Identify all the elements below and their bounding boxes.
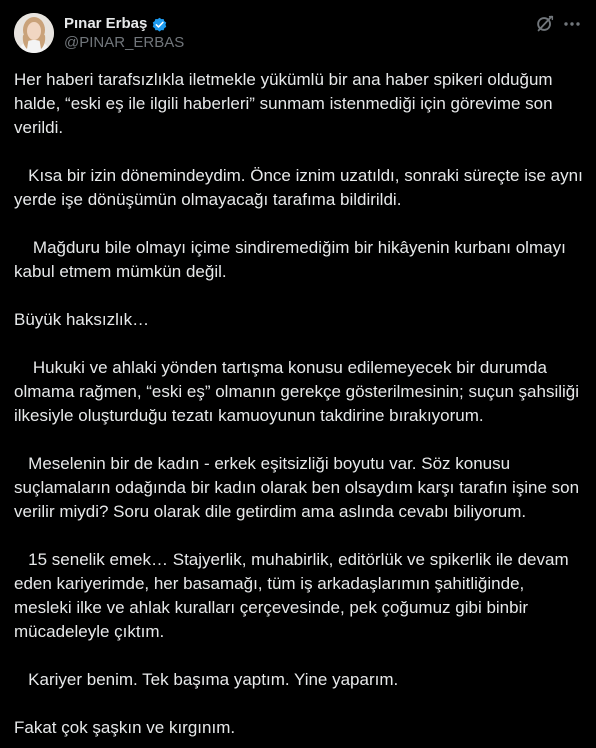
tweet-paragraph: Her haberi tarafsızlıkla iletmekle yükümlü bir ana haber spikeri olduğum halde, “eski eş ile ilgili haberleri” sunmam istenmediği için görevime son verildi.: [14, 70, 558, 137]
author-name-row: [64, 14, 168, 34]
tweet-paragraph: Kariyer benim. Tek başıma yaptım. Yine yaparım.: [14, 670, 399, 689]
tweet-paragraph: Büyük haksızlık…: [14, 310, 150, 329]
tweet-paragraph: Hukuki ve ahlaki yönden tartışma konusu edilemeyecek bir durumda olmama rağmen, “eski eş” olmanın gerekçe gösterilmesinin; suçun şahsiliği ilkesiyle oluşturduğu tezatı kamuoyunun takdirine bırakıyorum.: [14, 358, 584, 425]
tweet-header: [0, 0, 596, 62]
tweet-paragraph: 15 senelik emek… Stajyerlik, muhabirlik, editörlük ve spikerlik ile devam eden kariyerimde, her basamağı, tüm iş arkadaşlarımın şahitliğinde, mesleki ilke ve ahlak kuralları çerçevesinde, pek çoğumuz gibi binbir mücadeleyle çıktım.: [14, 550, 574, 641]
tweet-paragraph: Meselenin bir de kadın - erkek eşitsizliği boyutu var. Söz konusu suçlamaların odağında bir kadın olarak ben olsaydım karşı tarafın işine son verilir miydi? Soru olarak dile getirdim ama aslında cevabı biliyorum.: [14, 454, 584, 521]
tweet-paragraph: Fakat çok şaşkın ve kırgınım.: [14, 718, 236, 737]
more-icon[interactable]: [562, 13, 582, 35]
author-display-name[interactable]: Pınar Erbaş: [64, 15, 148, 32]
tweet-text: [14, 68, 586, 740]
avatar[interactable]: [14, 13, 54, 53]
author-handle[interactable]: @PINAR_ERBAS: [64, 34, 185, 51]
tweet-paragraph: Mağduru bile olmayı içime sindiremediğim bir hikâyenin kurbanı olmayı kabul etmem mümkün değil.: [14, 238, 571, 281]
verified-badge-icon: [151, 16, 168, 33]
tweet-paragraph: Kısa bir izin dönemindeydim. Önce iznim uzatıldı, sonraki süreçte ise aynı yerde işe dönüşümün olmayacağı tarafıma bildirildi.: [14, 166, 588, 209]
grok-icon[interactable]: [534, 13, 556, 35]
